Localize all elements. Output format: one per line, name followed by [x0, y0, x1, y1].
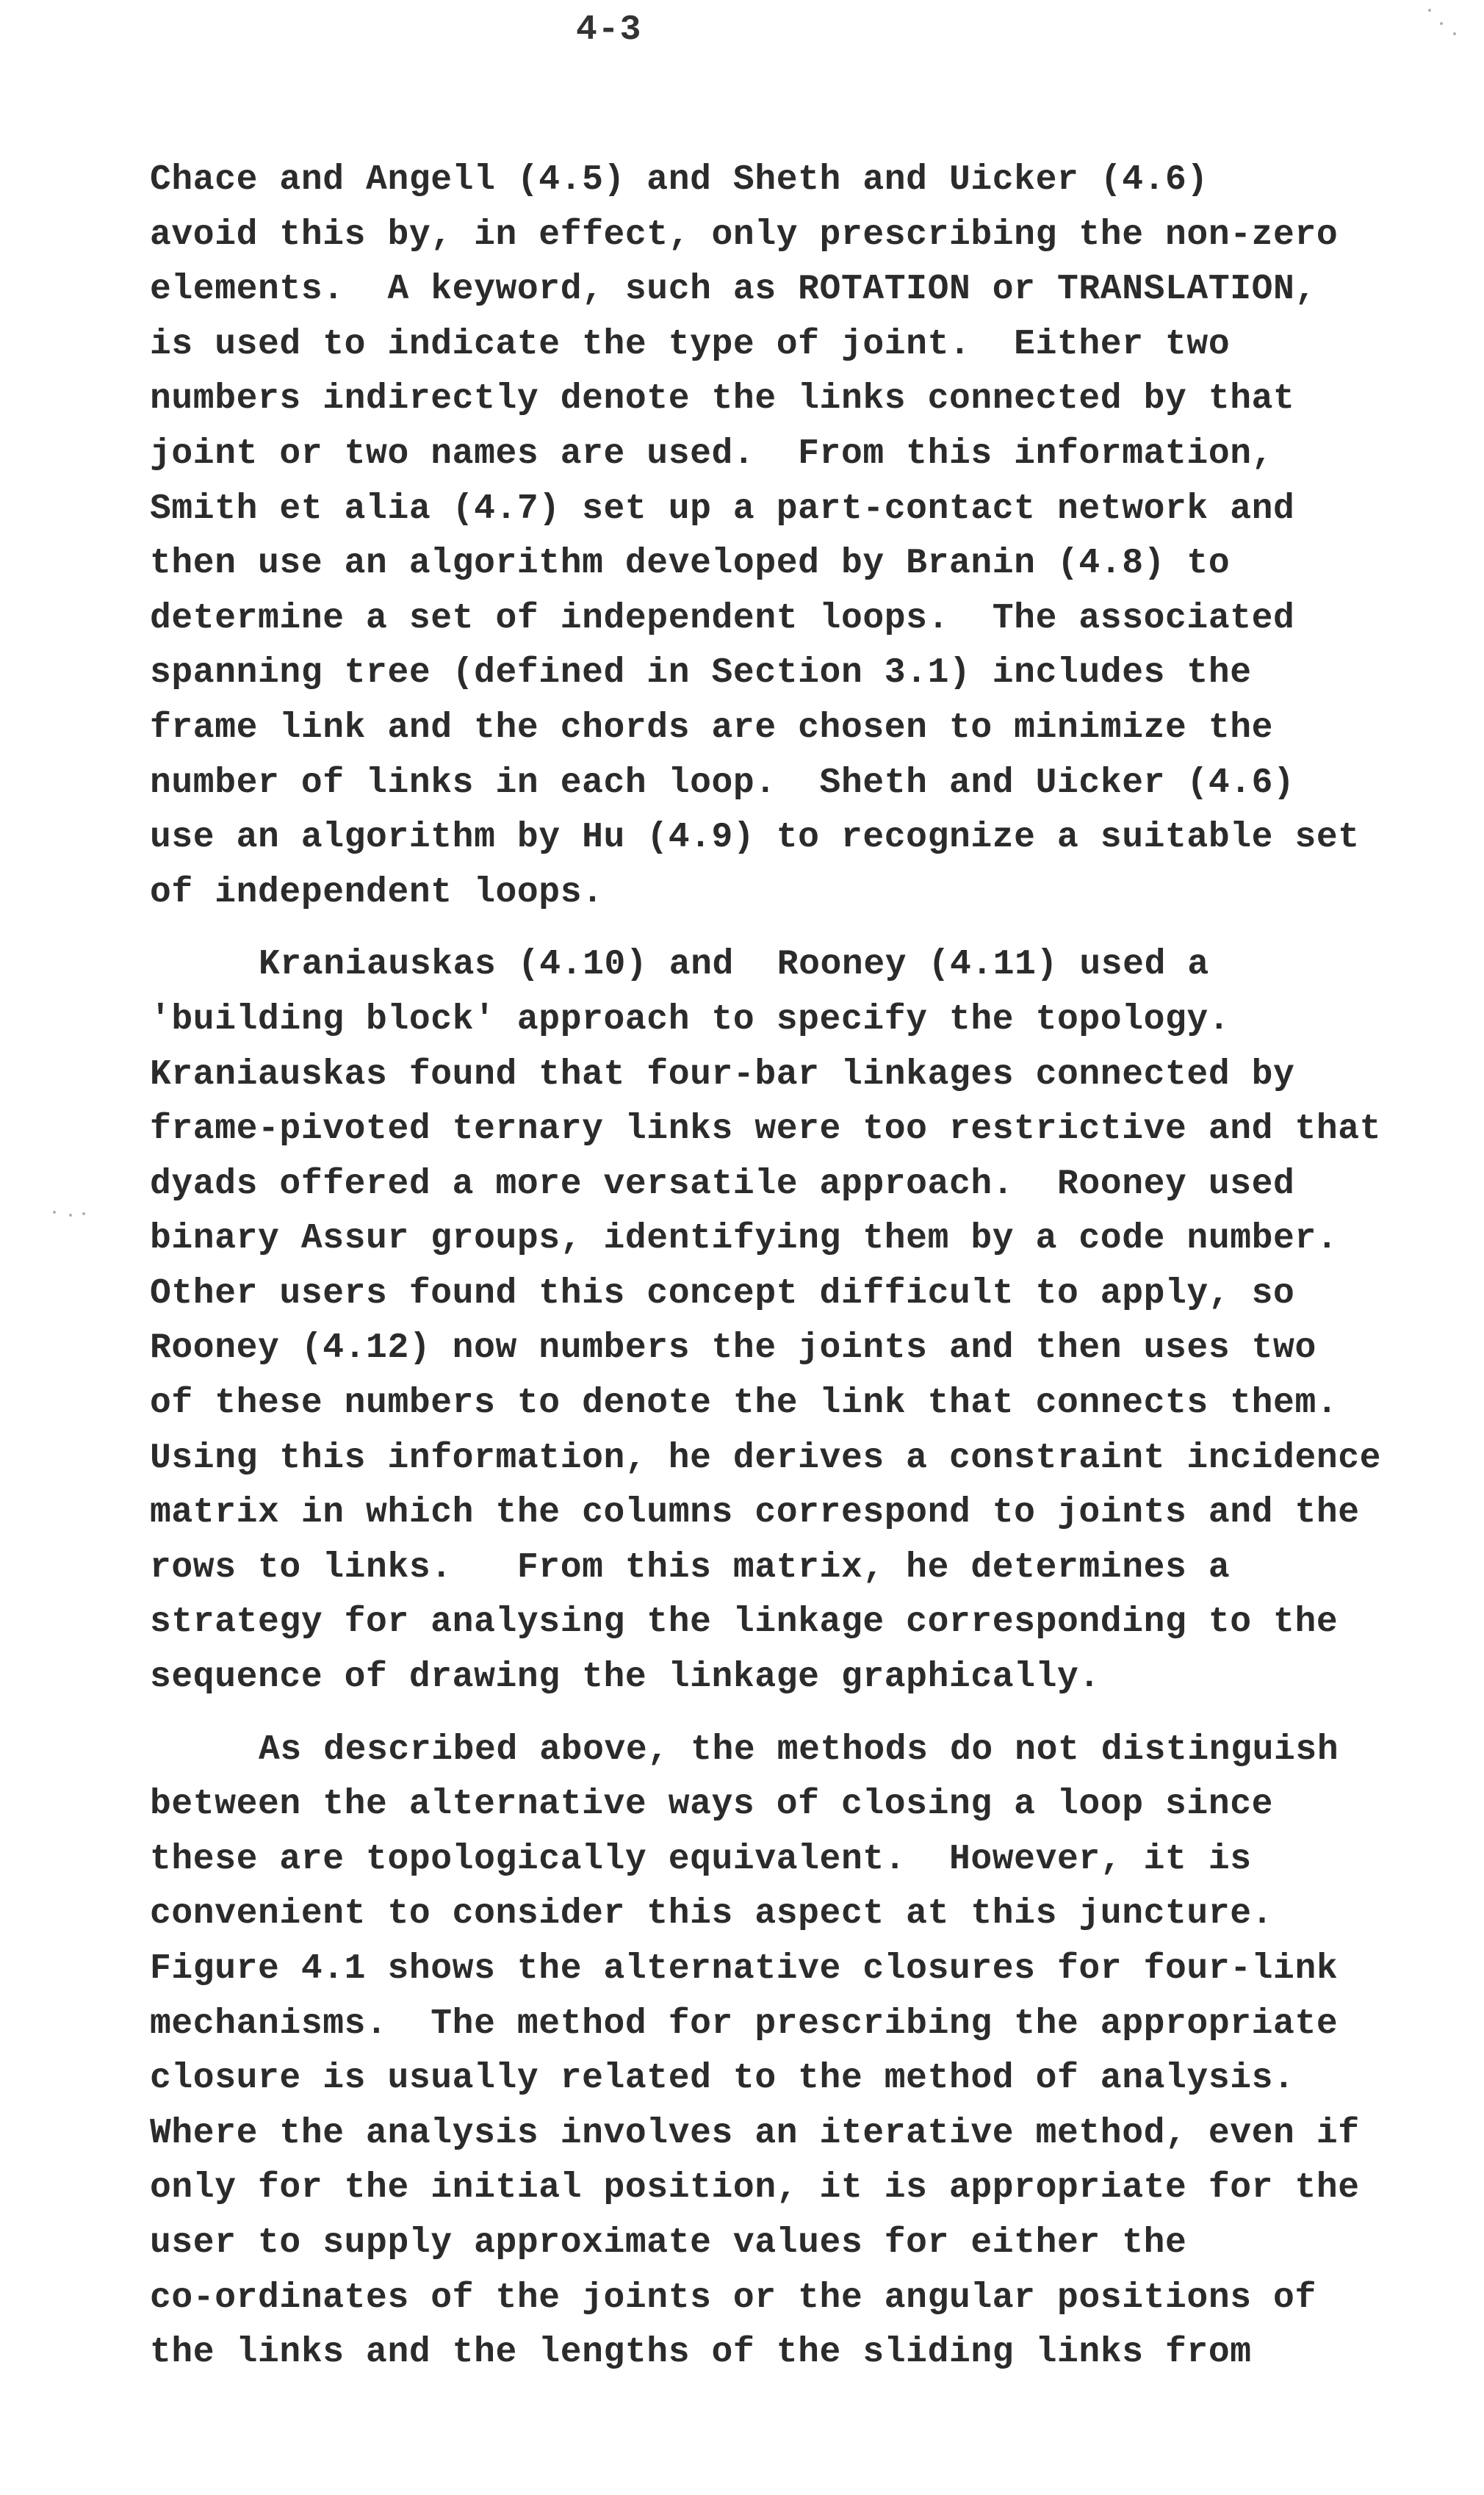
text-line: closure is usually related to the method of analysis. [150, 2059, 1295, 2099]
text-line: Other users found this concept difficult to apply, so [150, 1273, 1295, 1314]
text-line: joint or two names are used. From this information, [150, 433, 1274, 474]
text-line: dyads offered a more versatile approach. Rooney used [150, 1164, 1295, 1204]
text-line: binary Assur groups, identifying them by a code number. [150, 1219, 1339, 1259]
text-line: numbers indirectly denote the links connected by that [150, 379, 1295, 420]
paragraph-2 [150, 937, 1443, 1704]
text-line: mechanisms. The method for prescribing the appropriate [150, 2003, 1339, 2044]
text-line: Kraniauskas (4.10) and Rooney (4.11) used a [259, 945, 1209, 985]
text-line: frame link and the chords are chosen to minimize the [150, 708, 1274, 748]
scan-speck [1453, 32, 1456, 35]
text-line: Chace and Angell (4.5) and Sheth and Uicker (4.6) [150, 160, 1209, 200]
text-line: the links and the lengths of the sliding links from [150, 2333, 1252, 2373]
text-line: co-ordinates of the joints or the angular positions of [150, 2278, 1316, 2318]
text-line: only for the initial position, it is appropriate for the [150, 2168, 1360, 2208]
scan-speck [53, 1211, 56, 1214]
text-line: As described above, the methods do not distinguish [259, 1729, 1339, 1770]
scan-speck [1440, 22, 1443, 25]
text-line: between the alternative ways of closing a loop since [150, 1785, 1274, 1825]
text-line: these are topologically equivalent. However, it is [150, 1839, 1252, 1879]
text-line: 'building block' approach to specify the topology. [150, 999, 1231, 1040]
text-line: then use an algorithm developed by Branin (4.8) to [150, 544, 1231, 584]
text-line: spanning tree (defined in Section 3.1) includes the [150, 653, 1252, 694]
text-line: is used to indicate the type of joint. Either two [150, 324, 1231, 364]
text-line: elements. A keyword, such as ROTATION or TRANSLATION, [150, 270, 1316, 310]
paragraph-3 [150, 1723, 1443, 2380]
scan-speck [1428, 9, 1431, 12]
text-line: Kraniauskas found that four-bar linkages connected by [150, 1054, 1295, 1095]
text-line: Figure 4.1 shows the alternative closures for four-link [150, 1949, 1339, 1989]
text-line: rows to links. From this matrix, he determines a [150, 1547, 1231, 1588]
text-line: matrix in which the columns correspond to joints and the [150, 1493, 1360, 1533]
text-line: avoid this by, in effect, only prescribing the non-zero [150, 215, 1339, 255]
text-line: use an algorithm by Hu (4.9) to recognize a suitable set [150, 818, 1360, 858]
text-line: Rooney (4.12) now numbers the joints and then uses two [150, 1328, 1316, 1369]
text-line: number of links in each loop. Sheth and Uicker (4.6) [150, 763, 1295, 803]
text-line: frame-pivoted ternary links were too restrictive and that [150, 1109, 1382, 1150]
text-line: Where the analysis involves an iterative method, even if [150, 2113, 1360, 2153]
paragraph-1 [150, 153, 1443, 920]
text-line: convenient to consider this aspect at this juncture. [150, 1894, 1274, 1934]
text-line: Using this information, he derives a constraint incidence [150, 1438, 1382, 1478]
text-line: of independent loops. [150, 872, 604, 912]
scan-speck [82, 1212, 85, 1215]
text-line: of these numbers to denote the link that connects them. [150, 1383, 1339, 1424]
page-number: 4-3 [576, 10, 642, 50]
text-line: Smith et alia (4.7) set up a part-contact network and [150, 489, 1295, 529]
text-line: sequence of drawing the linkage graphically. [150, 1657, 1101, 1698]
text-line: strategy for analysing the linkage corresponding to the [150, 1602, 1339, 1643]
body-text [150, 153, 1443, 2398]
text-line: user to supply approximate values for either the [150, 2222, 1187, 2263]
scan-speck [69, 1214, 72, 1217]
text-line: determine a set of independent loops. The associated [150, 598, 1295, 638]
